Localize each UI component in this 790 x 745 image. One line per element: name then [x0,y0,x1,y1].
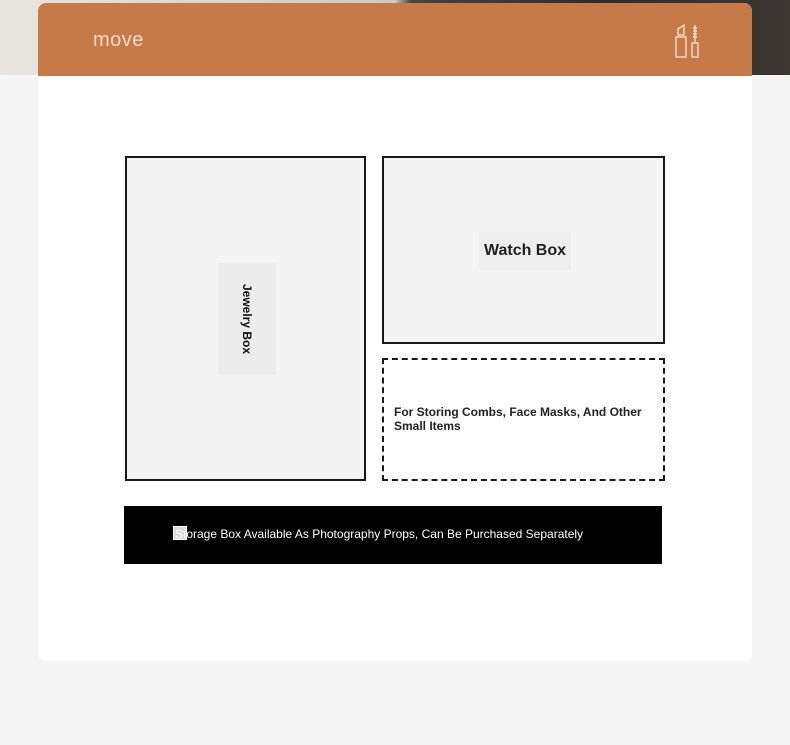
small-items-compartment [382,358,665,481]
header-title: move [93,29,144,51]
jewelry-box-label-panel [218,263,276,375]
watch-box-compartment [382,156,665,344]
storage-box-banner [124,506,662,564]
jewelry-box-label: Jewelry Box [240,283,254,355]
header-bar [38,3,752,76]
lipstick-mascara-icon [674,23,702,59]
small-items-label: For Storing Combs, Face Masks, And Other Small Items [394,405,642,433]
banner-text: Storage Box Available As Photography Props, Can Be Purchased Separately [175,527,584,541]
watch-box-label-panel [479,232,571,270]
watch-box-label: Watch Box [483,242,567,259]
jewelry-box-compartment [125,156,366,481]
product-card [38,3,752,661]
